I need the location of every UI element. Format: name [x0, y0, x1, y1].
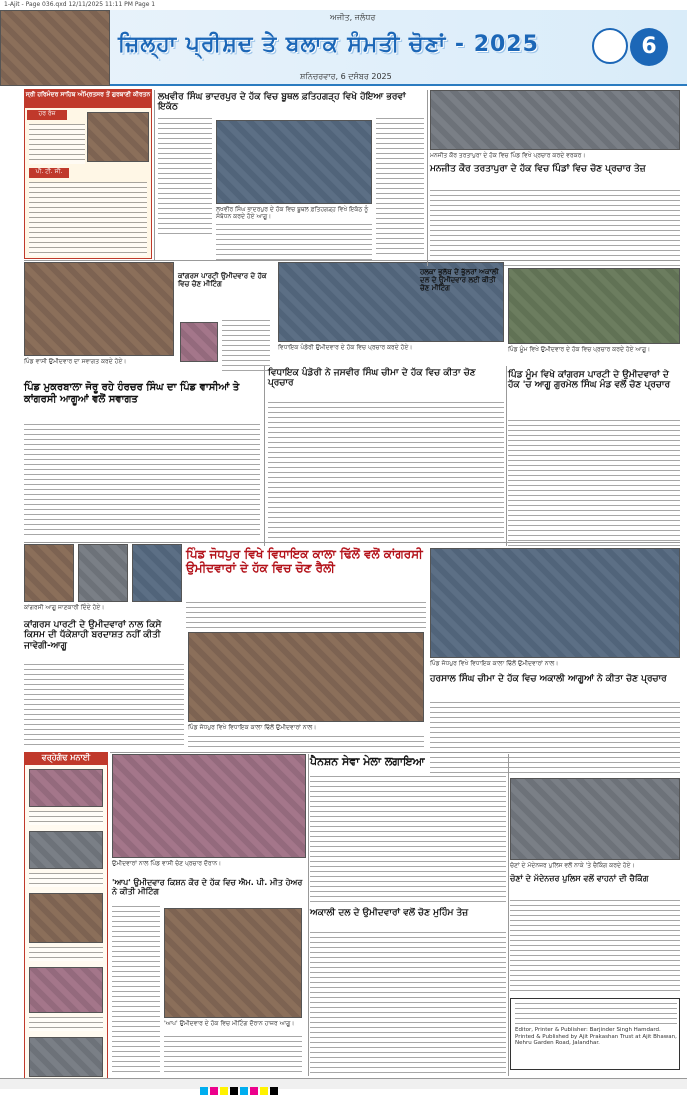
story11-body: [310, 776, 506, 904]
anniv-text-4: [29, 1017, 103, 1031]
row-rule: [110, 752, 680, 753]
anniv-photo-4: [29, 967, 103, 1013]
story5-headline: ਹਲਕਾ ਭੁਲੱਥ ਦੇ ਭੁੱਲਰਾਂ ਅਕਾਲੀ ਦਲ ਦੇ ਉਮੀਦਵਾਰ ਲਈ ਕੀਤੀ ਚੋਣ ਮੀਟਿੰਗ: [420, 268, 499, 293]
story12-body: [510, 900, 680, 994]
story6-body: [508, 420, 680, 546]
story2-headline: ਮਨਜੀਤ ਕੌਰ ਤਰਤਾਪੁਰਾ ਦੇ ਹੱਕ ਵਿਚ ਪਿੰਡਾਂ ਵਿਚ ਚੋਣ ਪ੍ਰਚਾਰ ਤੇਜ਼: [430, 164, 646, 174]
story12-headline: ਚੋਣਾਂ ਦੇ ਮੱਦੇਨਜ਼ਰ ਪੁਲਿਸ ਵਲੋਂ ਵਾਹਨਾਂ ਦੀ ਚੈਕਿੰਗ: [510, 874, 649, 883]
story13-body: [112, 906, 160, 1076]
anniv-photo-2: [29, 831, 103, 869]
column-rule: [508, 754, 509, 1076]
story1-headline: ਲਖਵੀਰ ਸਿੰਘ ਭਾਦਰਪੁਰ ਦੇ ਹੱਕ ਵਿਚ ਬੂਥਲ ਫ਼ਤਿਹਗੜ੍ਹ ਵਿਖੇ ਹੋਇਆ ਭਰਵਾਂ ਇਕੱਠ: [158, 92, 406, 113]
story10-headline: ਹਰਸਾਲ ਸਿੰਘ ਚੀਮਾ ਦੇ ਹੱਕ ਵਿਚ ਅਕਾਲੀ ਆਗੂਆਂ ਨੇ ਕੀਤਾ ਚੋਣ ਪ੍ਰਚਾਰ: [430, 674, 667, 684]
story12-photo: [510, 778, 680, 860]
story9-caption: ਕਾਂਗਰਸੀ ਆਗੂ ਜਾਣਕਾਰੀ ਦਿੰਦੇ ਹੋਏ।: [24, 604, 105, 611]
story4-body: [268, 402, 504, 544]
anniversary-box: [24, 752, 108, 1082]
ad-title: ਸ੍ਰੀ ਹਰਿਮੰਦਰ ਸਾਹਿਬ ਅੰਮ੍ਰਿਤਸਰ ਤੋਂ ਗੁਰਬਾਣੀ ਕੀਰਤਨ: [25, 90, 151, 108]
anniv-photo-3: [29, 893, 103, 943]
story8-caption: ਪਿੰਡ ਜੋਧਪੁਰ ਵਿਖੇ ਵਿਧਾਇਕ ਕਾਲਾ ਢਿੱਲੋਂ ਉਮੀਦਵਾਰਾਂ ਨਾਲ।: [430, 660, 559, 667]
ad-text: [29, 124, 85, 164]
story9-portrait-3: [132, 544, 182, 602]
story7-photo: [24, 262, 174, 356]
story1-photo: [216, 120, 372, 204]
section-header: [0, 10, 687, 86]
story7-headline: ਪਿੰਡ ਮੁਕਰਬਾਲਾ ਜੋਰੂ ਰਹੇ ਹੰਰਚਰ ਸਿੰਘ ਦਾ ਪਿੰਡ ਵਾਸੀਆਂ ਤੇ ਕਾਂਗਰਸੀ ਆਗੂਆਂ ਵਲੋਂ ਸਵਾਗਤ: [24, 382, 240, 405]
story8-photo-main: [188, 632, 424, 722]
registration-colorbar: [200, 1080, 500, 1089]
anniv-photo-1: [29, 769, 103, 807]
story2-body: [430, 190, 680, 266]
row-rule: [24, 542, 680, 543]
anniversary-title: ਵਰ੍ਹੇਗੰਢ ਮਨਾਈ: [25, 753, 107, 765]
story11-photo: [112, 754, 306, 858]
story8-body: [186, 602, 426, 628]
story1-body-col1: [158, 118, 212, 234]
story3-portrait: [180, 322, 218, 362]
ad-tag: ਹਰ ਰੋਜ਼: [27, 110, 67, 120]
page-number: 6: [630, 28, 668, 66]
imprint-lines: [515, 1003, 677, 1025]
anniv-text-1: [29, 811, 103, 825]
story7-body: [24, 424, 260, 538]
imprint-box: [510, 998, 680, 1070]
story13-headline: 'ਆਪ' ਉਮੀਦਵਾਰ ਕਿਸ਼ਨ ਕੌਰ ਦੇ ਹੱਕ ਵਿਚ ਐਮ. ਪੀ. ਮੀਤ ਹੇਅਰ ਨੇ ਕੀਤੀ ਮੀਟਿੰਗ: [112, 878, 303, 897]
story6-caption: ਪਿੰਡ ਮੂੰਮ ਵਿਖੇ ਉਮੀਦਵਾਰ ਦੇ ਹੱਕ ਵਿਚ ਪ੍ਰਚਾਰ ਕਰਦੇ ਹੋਏ ਆਗੂ।: [508, 346, 651, 353]
column-rule: [308, 754, 309, 1076]
column-rule: [506, 366, 507, 546]
story14-body: [310, 932, 506, 1076]
header-portraits: [0, 10, 110, 86]
story8-photo-right: [430, 548, 680, 658]
anniv-text-2: [29, 873, 103, 887]
story4-headline: ਵਿਧਾਇਕ ਪੰਡੋਰੀ ਨੇ ਜਸਵੀਰ ਸਿੰਘ ਚੀਮਾ ਦੇ ਹੱਕ ਵਿਚ ਕੀਤਾ ਚੋਣ ਪ੍ਰਚਾਰ: [268, 368, 476, 389]
story14-headline: ਅਕਾਲੀ ਦਲ ਦੇ ਉਮੀਦਵਾਰਾਂ ਵਲੋਂ ਚੋਣ ਮੁਹਿੰਮ ਤੇਜ਼: [310, 908, 469, 918]
story3-headline: ਕਾਂਗਰਸ ਪਾਰਟੀ ਉਮੀਦਵਾਰ ਦੇ ਹੱਕ ਵਿਚ ਚੋਣ ਮੀਟਿੰਗ: [178, 272, 267, 289]
story15-caption: ਉਮੀਦਵਾਰਾਂ ਨਾਲ ਪਿੰਡ ਵਾਸੀ ਚੋਣ ਪ੍ਰਚਾਰ ਦੌਰਾਨ।: [112, 860, 222, 867]
ballot-icon: [592, 28, 628, 64]
story1-body-col2: [376, 118, 424, 258]
story1-caption: ਲਖਵੀਰ ਸਿੰਘ ਭਾਦਰਪੁਰ ਦੇ ਹੱਕ ਵਿਚ ਬੂਥਲ ਫ਼ਤਿਹਗੜ੍ਹ ਵਿਖੇ ਇਕੱਠ ਨੂੰ ਸੰਬੋਧਨ ਕਰਦੇ ਹੋਏ ਆਗੂ।: [216, 206, 369, 221]
story13-caption: 'ਆਪ' ਉਮੀਦਵਾਰ ਦੇ ਹੱਕ ਵਿਚ ਮੀਟਿੰਗ ਦੌਰਾਨ ਹਾਜ਼ਰ ਆਗੂ।: [164, 1020, 295, 1027]
ad-ptc: ਪੀ. ਟੀ. ਸੀ.: [29, 168, 69, 178]
imprint-text: Editor, Printer & Publisher: Barjinder Singh Hamdard. Printed & Published by Ajit Prakashan Trust at Ajit Bhawan, Nehru Garden Road, Jalandhar.: [515, 1027, 677, 1047]
story9-body: [24, 664, 184, 748]
anniv-text-3: [29, 947, 103, 961]
header-date: ਸ਼ਨਿਚਰਵਾਰ, 6 ਦਸੰਬਰ 2025: [300, 72, 392, 81]
story3-body: [222, 320, 270, 374]
footer-bar: [0, 1078, 687, 1089]
story8-photo-caption: ਪਿੰਡ ਜੋਧਪੁਰ ਵਿਖੇ ਵਿਧਾਇਕ ਕਾਲਾ ਢਿੱਲੋਂ ਉਮੀਦਵਾਰਾਂ ਨਾਲ।: [188, 724, 317, 731]
story9-portrait-2: [78, 544, 128, 602]
story8-body-2: [188, 736, 424, 748]
story6-headline: ਪਿੰਡ ਮੂੰਮ ਵਿਖੇ ਕਾਂਗਰਸ ਪਾਰਟੀ ਦੇ ਉਮੀਦਵਾਰਾਂ ਦੇ ਹੱਕ 'ਚ ਆਗੂ ਗੁਰਮੇਲ ਸਿੰਘ ਮੰਡ ਵਲੋਂ ਚੋਣ ਪ੍ਰਚਾਰ: [508, 370, 671, 391]
story8-headline: ਪਿੰਡ ਜੋਧਪੁਰ ਵਿਖੇ ਵਿਧਾਇਕ ਕਾਲਾ ਢਿੱਲੋਂ ਵਲੋਂ ਕਾਂਗਰਸੀ ਉਮੀਦਵਾਰਾਂ ਦੇ ਹੱਕ ਵਿਚ ਚੋਣ ਰੈਲੀ: [186, 547, 423, 575]
story9-portrait-1: [24, 544, 74, 602]
story9-headline: ਕਾਂਗਰਸ ਪਾਰਟੀ ਦੇ ਉਮੀਦਵਾਰਾਂ ਨਾਲ ਕਿਸੇ ਕਿਸਮ ਦੀ ਧੱਕੇਸ਼ਾਹੀ ਬਰਦਾਸ਼ਤ ਨਹੀਂ ਕੀਤੀ ਜਾਵੇਗੀ-ਆਗੂ: [24, 620, 162, 651]
column-rule: [154, 90, 155, 260]
row-rule: [24, 260, 680, 261]
story4-caption: ਵਿਧਾਇਕ ਪੰਡੋਰੀ ਉਮੀਦਵਾਰ ਦੇ ਹੱਕ ਵਿਚ ਪ੍ਰਚਾਰ ਕਰਦੇ ਹੋਏ।: [278, 344, 413, 351]
gurbani-ad: [24, 89, 152, 259]
page-title: ਜ਼ਿਲ੍ਹਾ ਪ੍ਰੀਸ਼ਦ ਤੇ ਬਲਾਕ ਸੰਮਤੀ ਚੋਣਾਂ - 2025: [118, 32, 539, 57]
story2-caption: ਮਨਜੀਤ ਕੌਰ ਤਰਤਾਪੁਰਾ ਦੇ ਹੱਕ ਵਿਚ ਪਿੰਡ ਵਿਖੇ ਪ੍ਰਚਾਰ ਕਰਦੇ ਵਰਕਰ।: [430, 152, 586, 159]
story6-photo: [508, 268, 680, 344]
story11-headline: ਪੈਨਸ਼ਨ ਸੇਵਾ ਮੇਲਾ ਲਗਾਇਆ: [310, 755, 425, 768]
column-rule: [264, 366, 265, 546]
story12-caption: ਚੋਣਾਂ ਦੇ ਮੱਦੇਨਜ਼ਰ ਪੁਲਿਸ ਵਲੋਂ ਨਾਕੇ 'ਤੇ ਚੈਕਿੰਗ ਕਰਦੇ ਹੋਏ।: [510, 862, 635, 869]
story2-photo: [430, 90, 680, 150]
column-rule: [427, 90, 428, 266]
print-slug: 1-Ajit - Page 036.qxd 12/11/2025 11:11 PM Page 1: [4, 1, 156, 8]
story7-caption: ਪਿੰਡ ਵਾਸੀ ਉਮੀਦਵਾਰ ਦਾ ਸਵਾਗਤ ਕਰਦੇ ਹੋਏ।: [24, 358, 127, 365]
ad-text-2: [29, 182, 147, 256]
anniv-photo-5: [29, 1037, 103, 1077]
story1-body-col3: [216, 224, 372, 260]
story13-photo: [164, 908, 302, 1018]
header-kicker: ਅਜੀਤ, ਜਲੰਧਰ: [330, 13, 376, 22]
golden-temple-image: [87, 112, 149, 162]
story13-body-2: [164, 1036, 302, 1076]
